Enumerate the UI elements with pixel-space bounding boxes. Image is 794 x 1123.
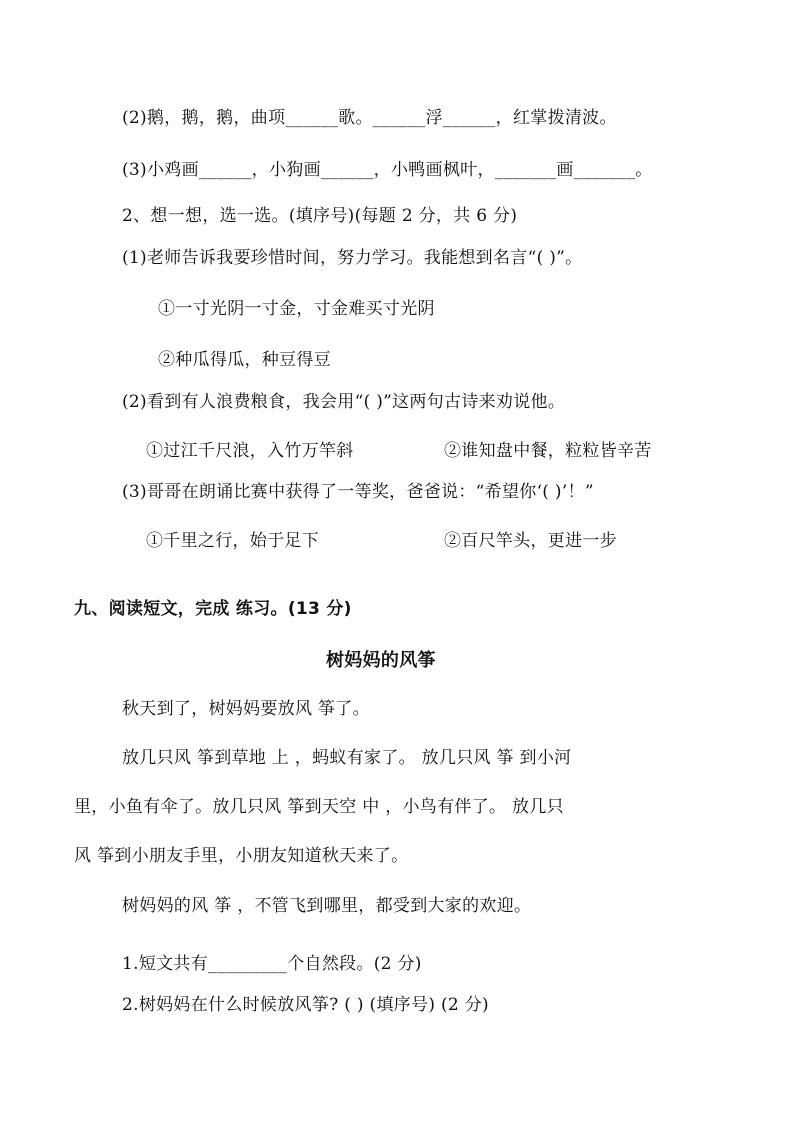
question2-item3-stem: (3)哥哥在朗诵比赛中获得了一等奖，爸爸说：“希望你‘( )’！” bbox=[122, 482, 594, 502]
question2-item3-option2: ②百尺竿头，更进一步 bbox=[444, 531, 617, 551]
story-paragraph2-line2: 里，小鱼有伞了。放几只风 筝到天空 中 ，小鸟有伴了。 放几只 bbox=[74, 797, 564, 817]
poem-line-goose: (2)鹅，鹅，鹅，曲项______歌。______浮______，红掌拨清波。 bbox=[122, 108, 617, 128]
question2-item1-option2: ②种瓜得瓜，种豆得豆 bbox=[158, 350, 331, 370]
story-paragraph2-line3: 风 筝到小朋友手里，小朋友知道秋天来了。 bbox=[74, 846, 409, 866]
reading-question2: 2.树妈妈在什么时候放风筝? ( ) (填序号) (2 分) bbox=[122, 995, 489, 1015]
question2-item2-option2: ②谁知盘中餐，粒粒皆辛苦 bbox=[444, 441, 652, 461]
story-paragraph3: 树妈妈的风 筝 ，不管飞到哪里，都受到大家的欢迎。 bbox=[122, 896, 532, 916]
question2-item1-stem: (1)老师告诉我要珍惜时间，努力学习。我能想到名言“( )”。 bbox=[122, 248, 583, 268]
reading-question1: 1.短文共有_________个自然段。(2 分) bbox=[122, 954, 422, 974]
section9-heading: 九、阅读短文，完成 练习。(13 分) bbox=[74, 599, 352, 619]
question2-heading: 2、想一想，选一选。(填序号)(每题 2 分，共 6 分) bbox=[122, 206, 518, 226]
poem-line-painters: (3)小鸡画______，小狗画______，小鸭画枫叶，_______画_______。 bbox=[122, 160, 653, 180]
question2-item3-option1: ①千里之行，始于足下 bbox=[146, 531, 319, 551]
question2-item2-option1: ①过江千尺浪，入竹万竿斜 bbox=[146, 441, 354, 461]
question2-item2-stem: (2)看到有人浪费粮食，我会用“( )”这两句古诗来劝说他。 bbox=[122, 392, 566, 412]
question2-item1-option1: ①一寸光阴一寸金，寸金难买寸光阴 bbox=[158, 299, 435, 319]
story-paragraph2-line1: 放几只风 筝到草地 上 ，蚂蚁有家了。 放几只风 筝 到小河 bbox=[122, 748, 572, 768]
story-title: 树妈妈的风筝 bbox=[326, 650, 436, 671]
story-paragraph1: 秋天到了，树妈妈要放风 筝了。 bbox=[122, 699, 370, 719]
